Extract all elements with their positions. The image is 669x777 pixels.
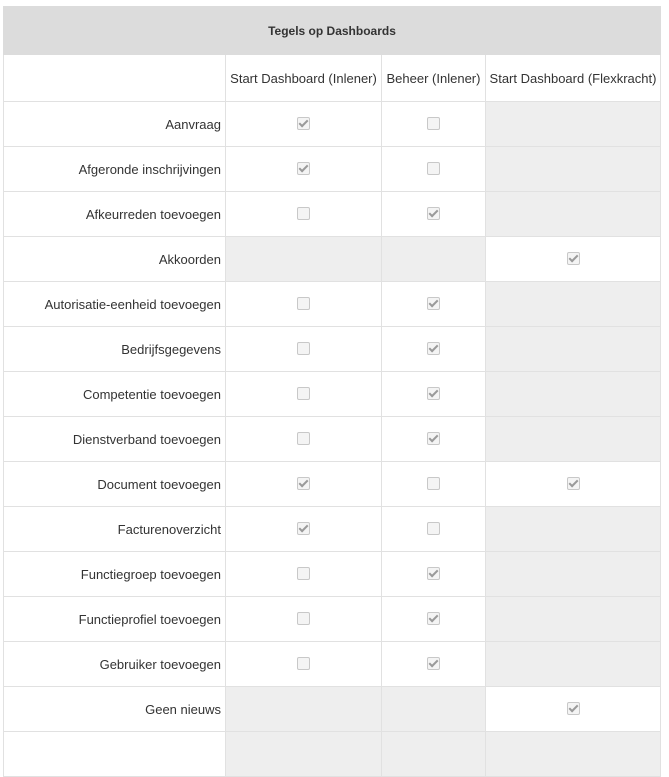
- table-body: [4, 102, 661, 777]
- checkbox-checked[interactable]: [427, 387, 440, 400]
- checkbox-cell: [226, 147, 382, 192]
- checkbox-cell: [226, 462, 382, 507]
- checkbox-checked[interactable]: [427, 207, 440, 220]
- checkbox-cell: [382, 192, 486, 237]
- unavailable-cell: [486, 372, 661, 417]
- table-row: [4, 552, 661, 597]
- checkbox-checked[interactable]: [297, 162, 310, 175]
- checkbox-cell: [486, 237, 661, 282]
- row-label: Afkeurreden toevoegen: [4, 192, 226, 237]
- checkbox-cell: [382, 552, 486, 597]
- checkbox-unchecked[interactable]: [297, 207, 310, 220]
- table-row: [4, 417, 661, 462]
- row-label: Document toevoegen: [4, 462, 226, 507]
- row-label: Geen nieuws: [4, 687, 226, 732]
- unavailable-cell: [226, 237, 382, 282]
- checkbox-unchecked[interactable]: [427, 477, 440, 490]
- row-label: Dienstverband toevoegen: [4, 417, 226, 462]
- unavailable-cell: [486, 192, 661, 237]
- unavailable-cell: [486, 417, 661, 462]
- table-row: [4, 282, 661, 327]
- checkbox-cell: [226, 327, 382, 372]
- table-row: [4, 732, 661, 777]
- unavailable-cell: [486, 507, 661, 552]
- checkbox-cell: [486, 687, 661, 732]
- checkbox-checked[interactable]: [427, 432, 440, 445]
- checkbox-unchecked[interactable]: [297, 432, 310, 445]
- table-row: [4, 327, 661, 372]
- row-label: [4, 732, 226, 777]
- unavailable-cell: [486, 147, 661, 192]
- checkbox-checked[interactable]: [297, 522, 310, 535]
- column-header-start-dashboard-flexkracht: Start Dashboard (Flexkracht): [486, 55, 661, 102]
- unavailable-cell: [486, 327, 661, 372]
- checkbox-cell: [382, 147, 486, 192]
- checkbox-cell: [382, 417, 486, 462]
- checkbox-cell: [382, 372, 486, 417]
- checkbox-unchecked[interactable]: [427, 522, 440, 535]
- table-row: [4, 372, 661, 417]
- row-label: Facturenoverzicht: [4, 507, 226, 552]
- checkbox-unchecked[interactable]: [297, 387, 310, 400]
- unavailable-cell: [382, 237, 486, 282]
- unavailable-cell: [486, 282, 661, 327]
- table-row: [4, 147, 661, 192]
- row-label: Bedrijfsgegevens: [4, 327, 226, 372]
- checkbox-cell: [226, 552, 382, 597]
- row-label: Akkoorden: [4, 237, 226, 282]
- row-label: Afgeronde inschrijvingen: [4, 147, 226, 192]
- checkbox-unchecked[interactable]: [297, 567, 310, 580]
- dashboard-tiles-table: [3, 6, 661, 777]
- checkbox-cell: [226, 507, 382, 552]
- checkbox-cell: [226, 282, 382, 327]
- checkbox-cell: [226, 642, 382, 687]
- unavailable-cell: [382, 732, 486, 777]
- table-row: [4, 687, 661, 732]
- table-row: [4, 507, 661, 552]
- column-header-beheer-inlener: Beheer (Inlener): [382, 55, 486, 102]
- checkbox-cell: [382, 327, 486, 372]
- checkbox-checked[interactable]: [297, 117, 310, 130]
- checkbox-cell: [382, 462, 486, 507]
- checkbox-unchecked[interactable]: [427, 162, 440, 175]
- table-row: [4, 192, 661, 237]
- checkbox-cell: [226, 597, 382, 642]
- checkbox-checked[interactable]: [567, 702, 580, 715]
- row-label: Gebruiker toevoegen: [4, 642, 226, 687]
- checkbox-unchecked[interactable]: [297, 612, 310, 625]
- checkbox-unchecked[interactable]: [297, 297, 310, 310]
- column-header-start-dashboard-inlener: Start Dashboard (Inlener): [226, 55, 382, 102]
- corner-cell: [4, 55, 226, 102]
- table-row: [4, 102, 661, 147]
- checkbox-checked[interactable]: [427, 612, 440, 625]
- table-row: [4, 642, 661, 687]
- checkbox-checked[interactable]: [567, 477, 580, 490]
- table-row: [4, 462, 661, 507]
- checkbox-cell: [382, 507, 486, 552]
- unavailable-cell: [486, 642, 661, 687]
- table-row: [4, 597, 661, 642]
- table-row: [4, 237, 661, 282]
- row-label: Aanvraag: [4, 102, 226, 147]
- checkbox-cell: [382, 597, 486, 642]
- checkbox-checked[interactable]: [297, 477, 310, 490]
- checkbox-cell: [226, 417, 382, 462]
- unavailable-cell: [486, 732, 661, 777]
- table-title: Tegels op Dashboards: [4, 7, 661, 55]
- unavailable-cell: [486, 102, 661, 147]
- row-label: Functieprofiel toevoegen: [4, 597, 226, 642]
- checkbox-cell: [382, 282, 486, 327]
- checkbox-checked[interactable]: [427, 342, 440, 355]
- checkbox-checked[interactable]: [567, 252, 580, 265]
- checkbox-unchecked[interactable]: [297, 657, 310, 670]
- checkbox-unchecked[interactable]: [427, 117, 440, 130]
- checkbox-unchecked[interactable]: [297, 342, 310, 355]
- checkbox-cell: [486, 462, 661, 507]
- checkbox-cell: [382, 102, 486, 147]
- checkbox-checked[interactable]: [427, 567, 440, 580]
- checkbox-checked[interactable]: [427, 657, 440, 670]
- row-label: Competentie toevoegen: [4, 372, 226, 417]
- dashboard-tiles-panel: [3, 6, 668, 777]
- checkbox-cell: [226, 102, 382, 147]
- unavailable-cell: [226, 687, 382, 732]
- row-label: Functiegroep toevoegen: [4, 552, 226, 597]
- checkbox-cell: [226, 372, 382, 417]
- checkbox-checked[interactable]: [427, 297, 440, 310]
- unavailable-cell: [382, 687, 486, 732]
- unavailable-cell: [486, 597, 661, 642]
- row-label: Autorisatie-eenheid toevoegen: [4, 282, 226, 327]
- checkbox-cell: [382, 642, 486, 687]
- unavailable-cell: [486, 552, 661, 597]
- checkbox-cell: [226, 192, 382, 237]
- unavailable-cell: [226, 732, 382, 777]
